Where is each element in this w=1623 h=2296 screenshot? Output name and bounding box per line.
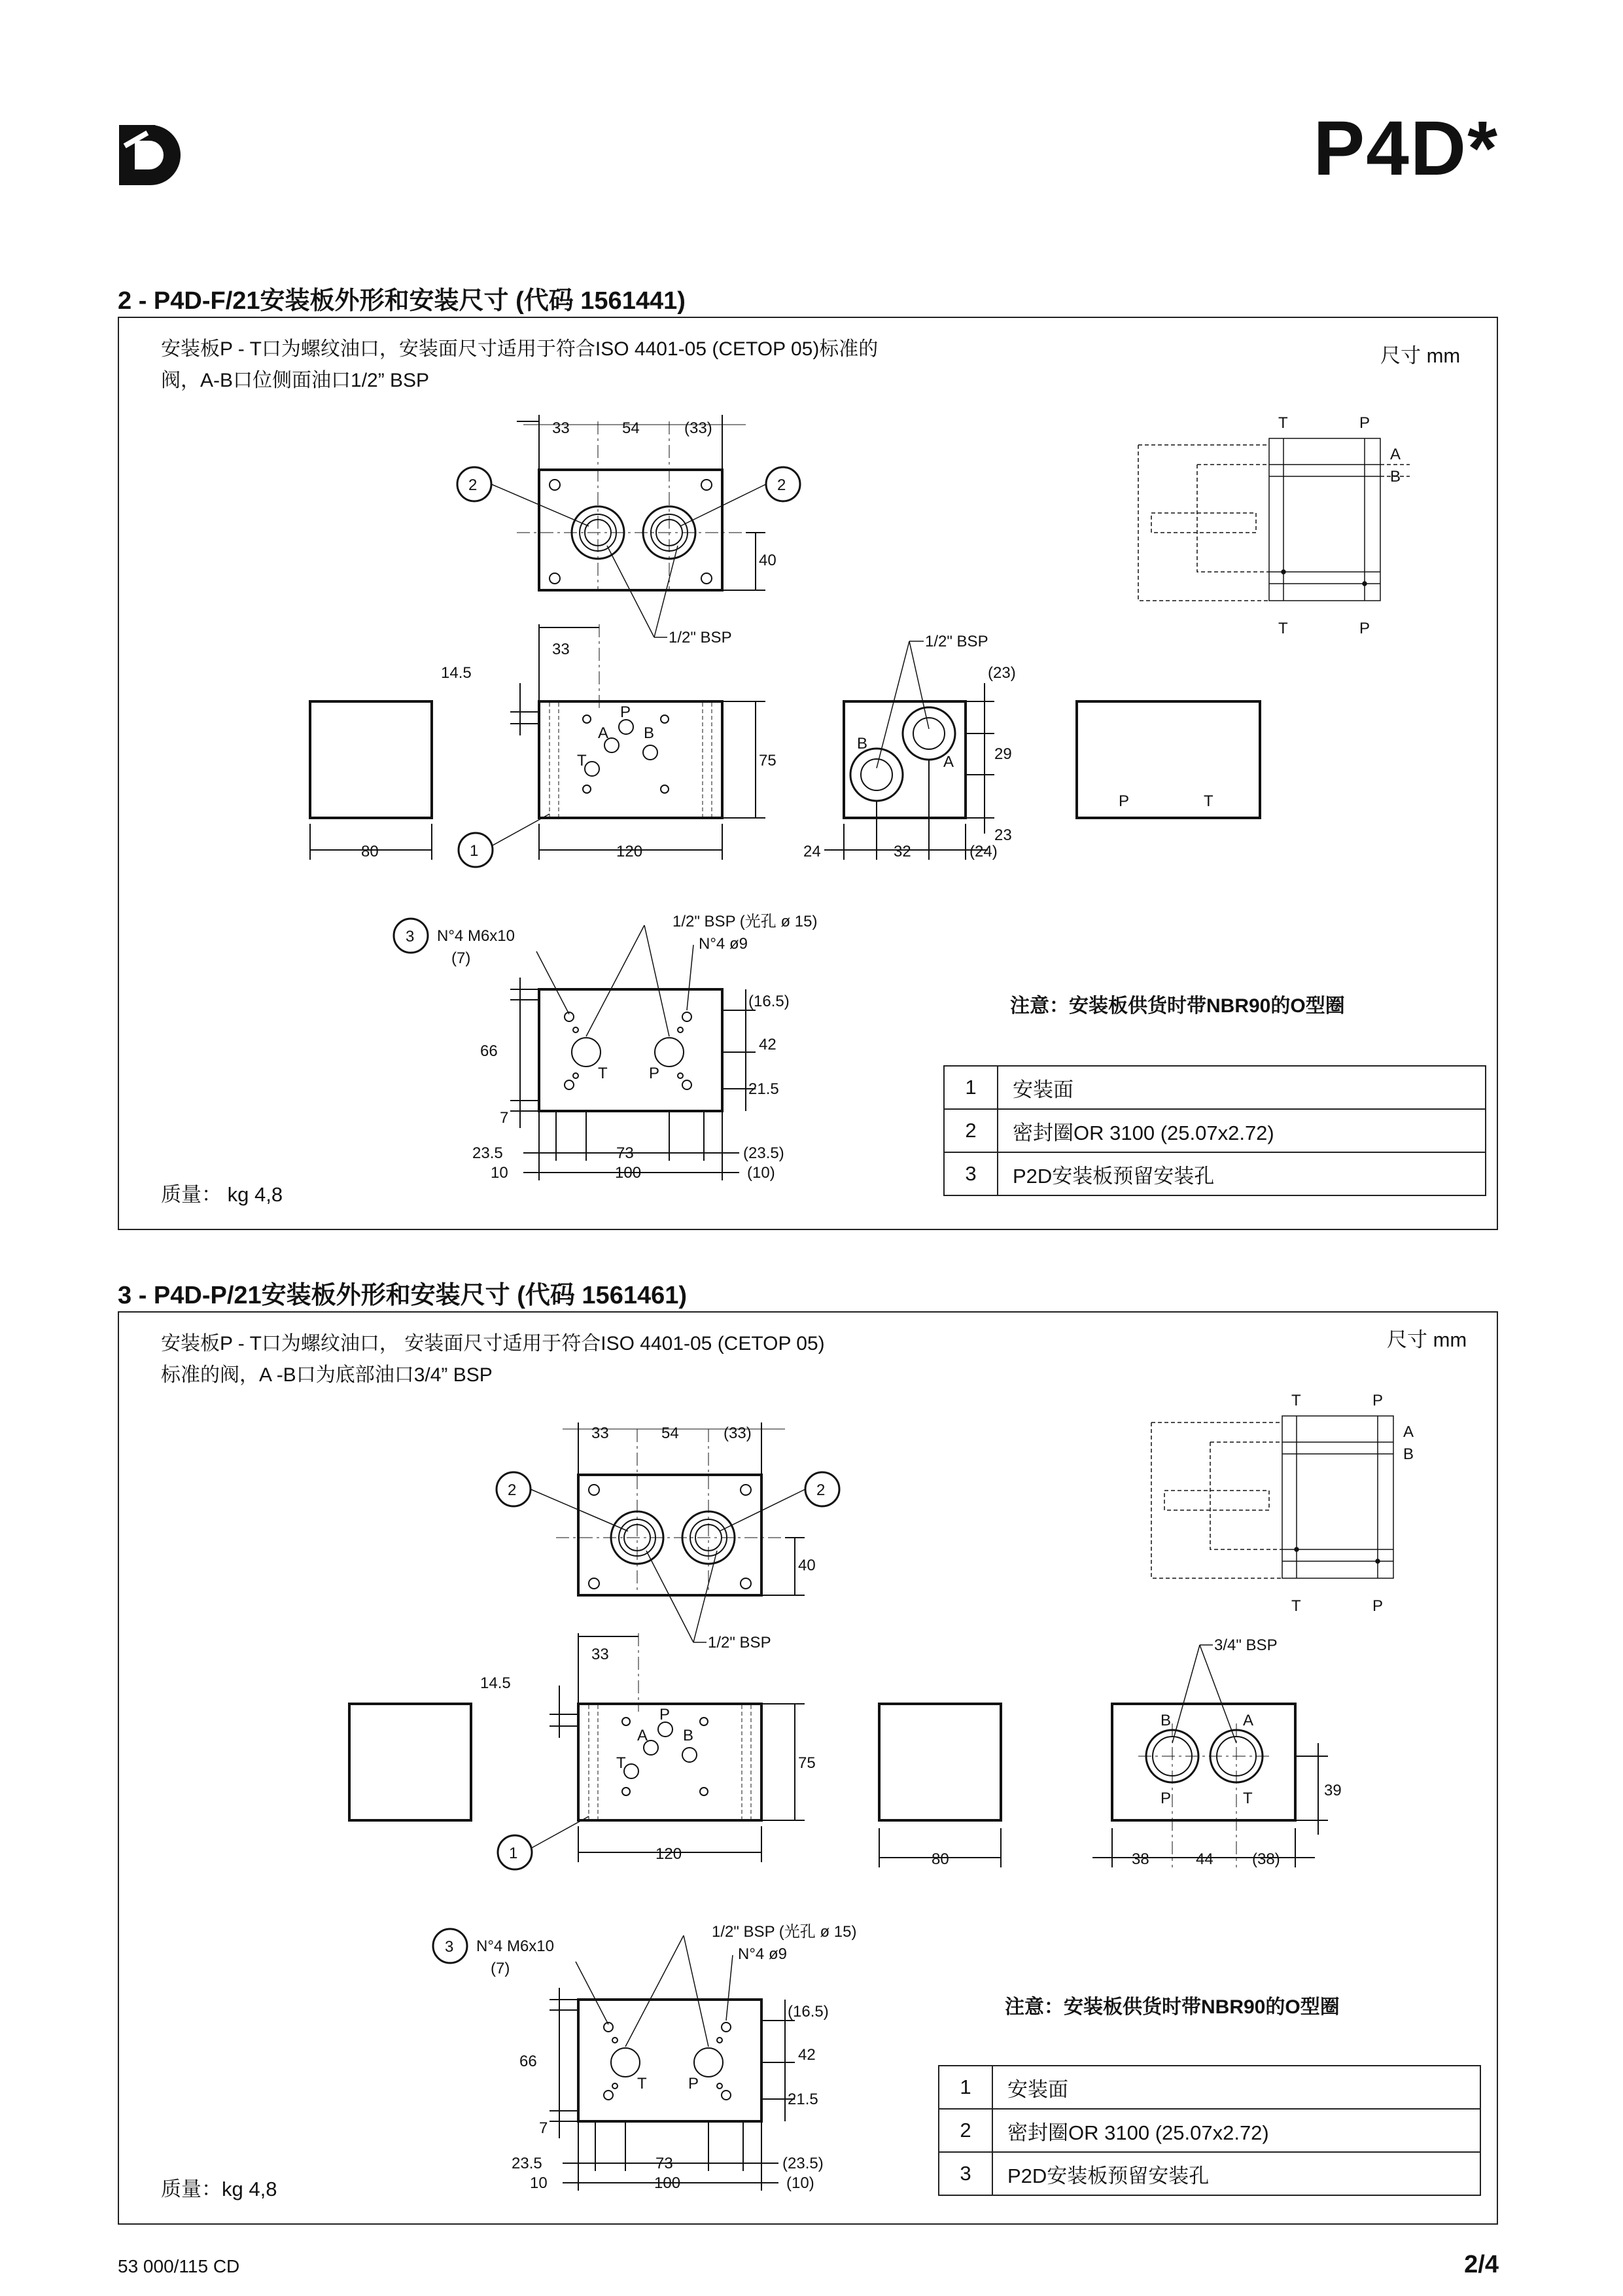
legend-row bbox=[944, 1152, 1486, 1195]
section-3-note: 注意：安装板供货时带NBR90的O型圈 bbox=[1005, 1996, 1340, 2018]
dim-label: 33 bbox=[591, 1424, 609, 1442]
dim-label: 100 bbox=[615, 1164, 642, 1182]
dim-label: 32 bbox=[894, 843, 911, 860]
front-view bbox=[459, 624, 765, 867]
dim-label: 73 bbox=[616, 1144, 634, 1162]
dim-label: 24 bbox=[803, 843, 821, 860]
dim-label: (24) bbox=[969, 843, 998, 860]
dim-label: N°4 M6x10 bbox=[476, 1937, 554, 1955]
bottom-view bbox=[433, 1929, 795, 2191]
port-label: B bbox=[1161, 1712, 1172, 1729]
bottom-port-view bbox=[1092, 1645, 1328, 1867]
dim-label: (10) bbox=[747, 1164, 775, 1182]
legend-row bbox=[944, 1109, 1486, 1152]
section-3-legend bbox=[938, 2065, 1481, 2196]
dim-label: 75 bbox=[798, 1754, 816, 1772]
port-label: T bbox=[1204, 792, 1213, 810]
dim-label: 120 bbox=[616, 843, 643, 860]
legend-row bbox=[939, 2109, 1480, 2152]
port-label: P bbox=[659, 1706, 671, 1723]
dim-label: 33 bbox=[591, 1646, 609, 1663]
dim-label: 73 bbox=[655, 2155, 673, 2172]
legend-text: 密封圈OR 3100 (25.07x2.72) bbox=[992, 2109, 1480, 2152]
dim-label: 7 bbox=[500, 1109, 509, 1127]
port-label: A bbox=[1243, 1712, 1254, 1729]
top-view bbox=[457, 415, 800, 637]
top-view bbox=[497, 1422, 839, 1642]
dim-label: 38 bbox=[1132, 1850, 1149, 1868]
port-label: A bbox=[943, 753, 954, 771]
port-label: B bbox=[857, 735, 868, 752]
legend-row bbox=[939, 2152, 1480, 2195]
dim-label: 1/2" BSP (光孔 ø 15) bbox=[672, 913, 818, 930]
dim-label: (33) bbox=[684, 419, 712, 437]
dim-label: 14.5 bbox=[441, 664, 472, 682]
left-side-view bbox=[349, 1704, 471, 1820]
desc-line: 安装板P - T口为螺纹油口，安装面尺寸适用于符合ISO 4401-05 (CETOP 05)标准的 bbox=[161, 338, 879, 360]
legend-row bbox=[939, 2066, 1480, 2109]
dim-label: N°4 ø9 bbox=[699, 935, 748, 953]
port-label: P bbox=[620, 703, 631, 721]
dim-label: (7) bbox=[491, 1960, 510, 1977]
dim-label: 14.5 bbox=[480, 1674, 511, 1692]
section-2-mass: 质量： kg 4,8 bbox=[161, 1183, 283, 1206]
callout-number: 2 bbox=[508, 1481, 517, 1499]
dim-label: (16.5) bbox=[788, 2003, 829, 2021]
legend-number: 1 bbox=[939, 2066, 992, 2109]
legend-number: 1 bbox=[944, 1066, 998, 1109]
dim-label: N°4 ø9 bbox=[738, 1945, 787, 1963]
port-label: P bbox=[1359, 620, 1370, 637]
port-label: P bbox=[688, 2075, 699, 2093]
section-3-mass: 质量：kg 4,8 bbox=[161, 2178, 277, 2200]
dim-label: 29 bbox=[994, 745, 1012, 763]
dim-label: (33) bbox=[724, 1424, 752, 1442]
dim-label: 66 bbox=[519, 2053, 537, 2070]
port-label: A bbox=[598, 724, 609, 742]
port-label: T bbox=[1243, 1790, 1253, 1807]
legend-text: P2D安装板预留安装孔 bbox=[992, 2152, 1480, 2195]
port-label: A bbox=[637, 1727, 648, 1744]
port-label: B bbox=[1390, 468, 1401, 486]
dim-label: 44 bbox=[1196, 1850, 1213, 1868]
dim-label: (7) bbox=[451, 949, 471, 967]
dim-label: 23.5 bbox=[472, 1144, 503, 1162]
dim-label: (16.5) bbox=[748, 993, 790, 1010]
port-label: P bbox=[649, 1065, 660, 1082]
port-label: B bbox=[1403, 1445, 1414, 1463]
port-label: T bbox=[637, 2075, 647, 2093]
legend-number: 2 bbox=[944, 1109, 998, 1152]
callout-number: 2 bbox=[816, 1481, 826, 1499]
hydraulic-symbol bbox=[1151, 1416, 1393, 1578]
dim-label: 40 bbox=[798, 1557, 816, 1574]
duplomatic-d-logo-icon bbox=[116, 121, 184, 189]
dim-label: 10 bbox=[530, 2174, 548, 2192]
desc-line: 安装板P - T口为螺纹油口， 安装面尺寸适用于符合ISO 4401-05 (CETOP 05) bbox=[161, 1333, 825, 1354]
dim-label: 39 bbox=[1324, 1782, 1342, 1799]
rear-side-view bbox=[879, 1704, 1001, 1867]
port-label: T bbox=[598, 1065, 608, 1082]
callout-number: 3 bbox=[445, 1938, 454, 1956]
port-label: T bbox=[1278, 414, 1288, 432]
dim-label: (23.5) bbox=[782, 2155, 824, 2172]
rear-view bbox=[1077, 701, 1260, 818]
dim-label: 54 bbox=[622, 419, 640, 437]
dim-label: 33 bbox=[552, 641, 570, 658]
dim-label: 120 bbox=[655, 1845, 682, 1863]
port-label: P bbox=[1161, 1790, 1172, 1807]
port-label: T bbox=[1278, 620, 1288, 637]
desc-line: 阀，A-B口位侧面油口1/2” BSP bbox=[161, 370, 430, 391]
legend-row bbox=[944, 1066, 1486, 1109]
dim-label: 80 bbox=[932, 1850, 949, 1868]
callout-number: 2 bbox=[777, 476, 786, 494]
port-label: T bbox=[616, 1754, 626, 1772]
callout-number: 1 bbox=[470, 842, 479, 860]
dim-label: 66 bbox=[480, 1042, 498, 1060]
dim-label: 75 bbox=[759, 752, 777, 769]
port-label: T bbox=[1291, 1597, 1301, 1615]
port-label: P bbox=[1359, 414, 1370, 432]
legend-number: 3 bbox=[944, 1152, 998, 1195]
callout-number: 3 bbox=[406, 928, 415, 945]
desc-line: 标准的阀，A -B口为底部油口3/4” BSP bbox=[161, 1364, 493, 1386]
units-label: 尺寸 mm bbox=[1380, 344, 1461, 367]
dim-label: 100 bbox=[654, 2174, 681, 2192]
dim-label: (23) bbox=[988, 664, 1016, 682]
port-label: B bbox=[683, 1727, 694, 1744]
dim-label: 23 bbox=[994, 826, 1012, 844]
section-3-title: 3 - P4D-P/21安装板外形和安装尺寸 (代码 1561461) bbox=[118, 1282, 688, 1309]
dim-label: 1/2" BSP bbox=[669, 629, 732, 646]
units-label: 尺寸 mm bbox=[1387, 1328, 1467, 1351]
port-label: A bbox=[1403, 1423, 1414, 1441]
dim-label: 42 bbox=[798, 2046, 816, 2064]
port-label: B bbox=[644, 724, 655, 742]
dim-label: 54 bbox=[661, 1424, 679, 1442]
dim-label: 23.5 bbox=[512, 2155, 542, 2172]
dim-label: 1/2" BSP (光孔 ø 15) bbox=[712, 1923, 857, 1941]
dim-label: 42 bbox=[759, 1036, 777, 1053]
port-label: T bbox=[577, 752, 587, 769]
legend-number: 3 bbox=[939, 2152, 992, 2195]
dim-label: 40 bbox=[759, 552, 777, 569]
dim-label: (10) bbox=[786, 2174, 814, 2192]
dim-label: 1/2" BSP bbox=[925, 633, 988, 650]
model-title: P4D* bbox=[1313, 105, 1499, 192]
port-label: P bbox=[1372, 1597, 1384, 1615]
port-label: T bbox=[1291, 1392, 1301, 1409]
section-2-title: 2 - P4D-F/21安装板外形和安装尺寸 (代码 1561441) bbox=[118, 287, 686, 315]
dim-label: (23.5) bbox=[743, 1144, 784, 1162]
dim-label: 7 bbox=[539, 2119, 548, 2137]
dim-label: N°4 M6x10 bbox=[437, 927, 515, 945]
dim-label: 1/2" BSP bbox=[708, 1634, 771, 1651]
dim-label: 21.5 bbox=[748, 1080, 779, 1098]
legend-text: P2D安装板预留安装孔 bbox=[998, 1152, 1486, 1195]
dim-label: 3/4" BSP bbox=[1214, 1636, 1278, 1654]
dim-label: 80 bbox=[361, 843, 379, 860]
right-side-view bbox=[824, 641, 994, 860]
page-number: 2/4 bbox=[1464, 2251, 1499, 2278]
legend-number: 2 bbox=[939, 2109, 992, 2152]
dim-label: 21.5 bbox=[788, 2091, 818, 2108]
front-view bbox=[498, 1633, 805, 1869]
bottom-view bbox=[394, 919, 756, 1180]
legend-text: 安装面 bbox=[992, 2066, 1480, 2109]
hydraulic-symbol bbox=[1138, 438, 1410, 601]
callout-number: 1 bbox=[509, 1845, 518, 1862]
dim-label: 33 bbox=[552, 419, 570, 437]
port-label: P bbox=[1119, 792, 1130, 810]
document-code: 53 000/115 CD bbox=[118, 2256, 240, 2276]
legend-text: 安装面 bbox=[998, 1066, 1486, 1109]
dim-label: 10 bbox=[491, 1164, 508, 1182]
callout-number: 2 bbox=[468, 476, 478, 494]
dim-label: (38) bbox=[1252, 1850, 1280, 1868]
legend-text: 密封圈OR 3100 (25.07x2.72) bbox=[998, 1109, 1486, 1152]
section-2-note: 注意：安装板供货时带NBR90的O型圈 bbox=[1010, 995, 1345, 1017]
port-label: P bbox=[1372, 1392, 1384, 1409]
left-side-view bbox=[310, 701, 432, 860]
port-label: A bbox=[1390, 446, 1401, 463]
section-2-legend bbox=[943, 1065, 1486, 1196]
